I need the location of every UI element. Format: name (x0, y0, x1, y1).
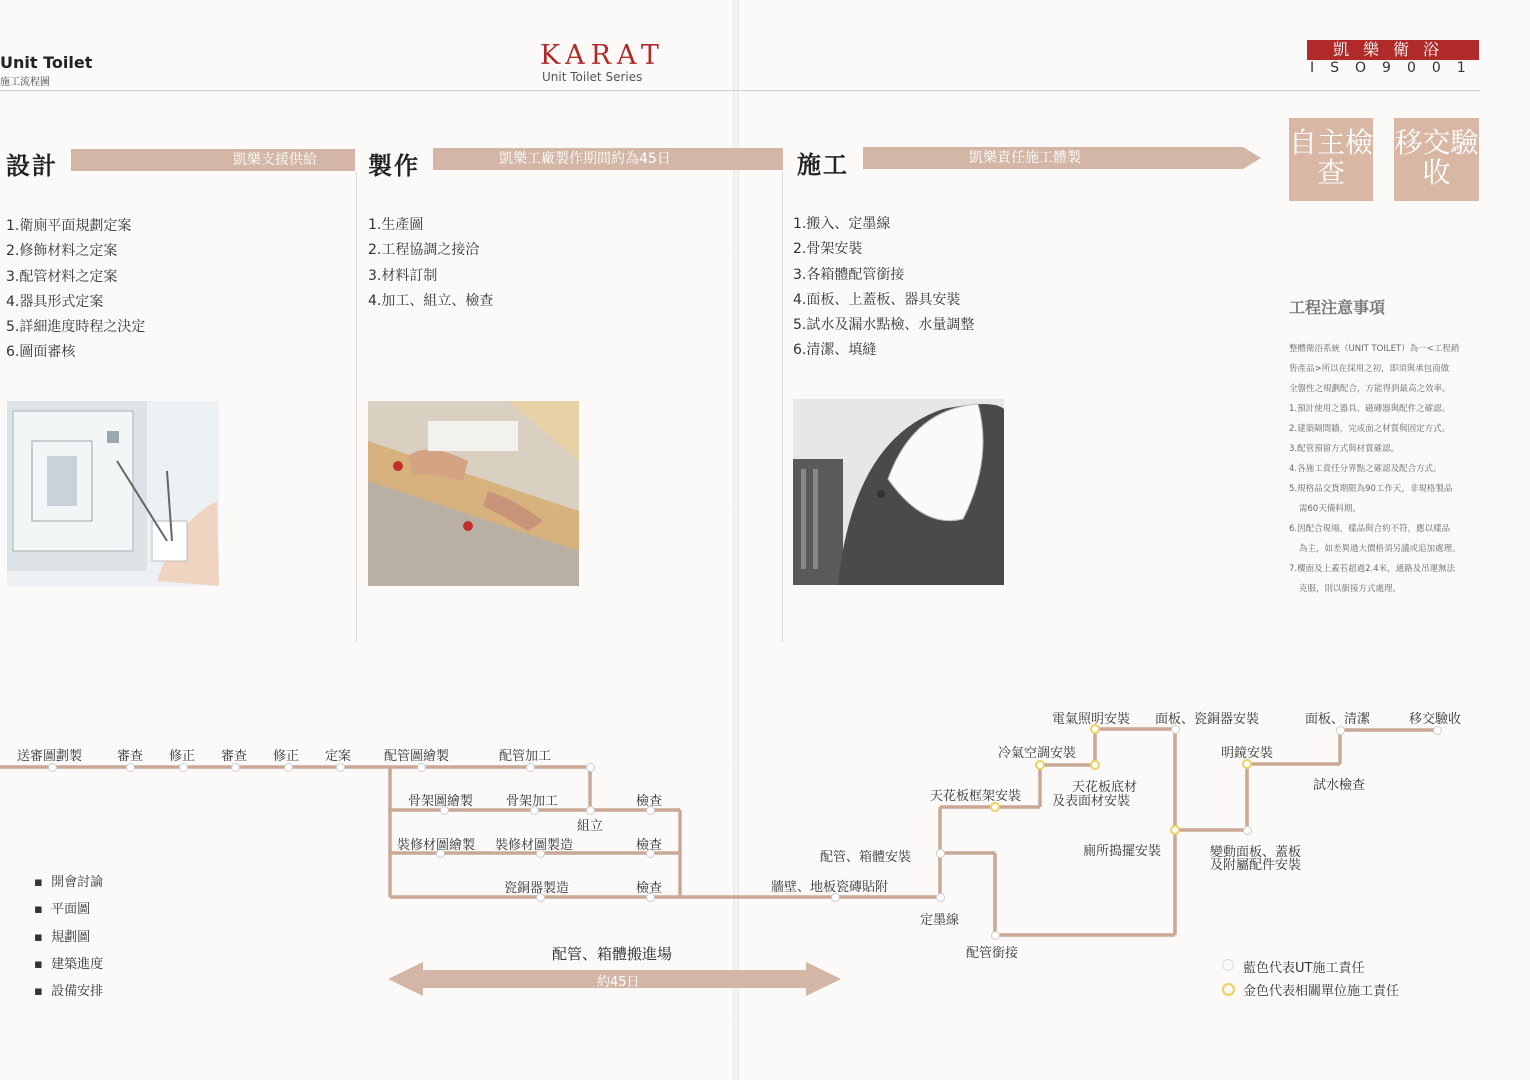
flow-node (586, 763, 595, 772)
list-item: 2.工程協調之接洽 (368, 242, 480, 259)
list-item: 4.加工、組立、檢查 (368, 292, 494, 309)
note-line: 克服，則以銜接方式處理。 (1299, 584, 1402, 594)
flow-label: 配管加工 (499, 749, 552, 764)
flow-label: 檢查 (636, 838, 663, 853)
note-line: 2.建築隔間牆，完成面之材質與固定方式。 (1289, 424, 1451, 434)
iso-label: ISO9001 (1310, 60, 1482, 76)
list-item: ▪ 設備安排 (34, 984, 104, 1000)
flow-node (336, 763, 345, 772)
flow-label: 組立 (577, 819, 604, 834)
flow-node (1433, 726, 1442, 735)
note-line: 6.因配合現場，樣品與合約不符，應以樣品 (1289, 524, 1451, 534)
flow-node (936, 849, 945, 858)
brand-subtitle: Unit Toilet Series (542, 70, 643, 84)
arrow-duration: 約45日 (597, 975, 640, 990)
flow-label: 裝修材圖製造 (495, 838, 574, 853)
list-item: 1.衛廁平面規劃定案 (6, 218, 132, 234)
note-line: 售產品>所以在採用之初，即須與承包商做 (1289, 364, 1450, 374)
flow-label: 修正 (169, 749, 196, 764)
note-line: 為主，如差異過大價格須另議或追加處理。 (1299, 544, 1461, 554)
note-line: 整體衛浴系統（UNIT TOILET）為一<工程銷 (1289, 344, 1460, 354)
flow-label: 及表面材安裝 (1052, 794, 1131, 809)
flow-node-gold (1170, 825, 1180, 835)
phase-make-title: 製作 (368, 152, 420, 180)
phase-design-bar-label: 凱樂支援供給 (233, 152, 317, 168)
list-item: 4.器具形式定案 (6, 293, 104, 310)
note-line: 全盤性之規劃配合，方能得到最高之效率。 (1289, 384, 1451, 394)
flow-label: 檢查 (636, 881, 663, 896)
note-line: 4.各施工責任分界點之確認及配合方式。 (1289, 464, 1442, 474)
flow-label: 骨架圖繪製 (408, 794, 474, 809)
brand-logo: KARAT (540, 40, 665, 71)
flow-label: 變動面板、蓋板 (1210, 845, 1302, 860)
flow-node (126, 763, 135, 772)
note-line: 需60天備料期。 (1299, 504, 1361, 514)
flow-label: 瓷銅器製造 (504, 881, 570, 896)
note-line: 5.規格品交貨期限為90工作天，非規格製品 (1289, 484, 1453, 494)
flow-label: 面板、清潔 (1305, 712, 1371, 727)
flow-node (991, 931, 1000, 940)
handover-box: 移交驗收 (1394, 118, 1479, 201)
flow-label: 天花板底材 (1072, 780, 1138, 795)
list-item: ▪ 開會討論 (34, 875, 104, 890)
header-title: Unit Toilet (0, 53, 93, 72)
note-line: 1.預計使用之器具、磁磚器與配件之確認。 (1289, 404, 1451, 414)
list-item: 3.材料訂制 (368, 267, 438, 284)
flow-label: 配管、箱體安裝 (820, 850, 912, 865)
list-item: 6.清潔、填縫 (793, 342, 877, 359)
list-item: 2.修飾材料之定案 (6, 243, 118, 260)
flow-label: 定案 (325, 749, 352, 764)
flow-node (526, 763, 535, 772)
phase-build-title: 施工 (797, 151, 849, 179)
note-line: 7.樓面及上蓋若超過2.4米，通路及吊運無法 (1289, 564, 1456, 574)
flow-node (936, 893, 945, 902)
flow-label: 廁所搗擺安裝 (1083, 844, 1162, 859)
list-item: 5.試水及漏水點檢、水量調整 (793, 317, 975, 334)
flow-label: 移交驗收 (1409, 712, 1462, 727)
flow-label: 電氣照明安裝 (1052, 712, 1131, 727)
list-item: ▪ 平面圖 (34, 902, 91, 918)
list-item: 1.搬入、定墨線 (793, 216, 891, 232)
flow-label: 裝修材圖繪製 (397, 838, 476, 853)
flow-node (1243, 826, 1252, 835)
arrow-label: 配管、箱體搬進場 (552, 945, 673, 963)
seal-logo: 凱樂衛浴 (1307, 40, 1479, 60)
list-item: 6.圖面審核 (6, 344, 76, 361)
legend-blue-icon (1222, 959, 1234, 971)
flow-node (586, 806, 595, 815)
list-item: 3.配管材料之定案 (6, 268, 118, 285)
flow-label: 試水檢查 (1313, 778, 1366, 793)
self-check-box: 自主檢查 (1289, 118, 1373, 201)
flow-label: 冷氣空調安裝 (998, 746, 1077, 761)
flow-label: 牆壁、地板瓷磚貼附 (771, 880, 889, 895)
list-item: 4.面板、上蓋板、器具安裝 (793, 291, 961, 308)
list-item: 2.骨架安裝 (793, 241, 863, 258)
flow-node (179, 763, 188, 772)
flow-label: 配管銜接 (966, 946, 1019, 961)
flow-node (417, 763, 426, 772)
list-item: ▪ 規劃圖 (34, 929, 91, 945)
legend-gold-icon (1222, 983, 1235, 996)
flow-label: 修正 (273, 749, 300, 764)
flow-label: 定墨線 (920, 913, 960, 928)
flow-label: 審查 (117, 749, 144, 764)
list-item: 1.生產圖 (368, 217, 424, 233)
legend-gold-label: 金色代表相關單位施工責任 (1243, 984, 1400, 999)
list-item: ▪ 建築進度 (34, 956, 104, 972)
flow-node (48, 763, 57, 772)
flow-label: 送審圖劃製 (17, 749, 83, 764)
notes-heading: 工程注意事項 (1289, 298, 1386, 317)
legend-blue-label: 藍色代表UT施工責任 (1243, 961, 1365, 976)
flow-label: 面板、瓷銅器安裝 (1155, 712, 1260, 727)
note-line: 3.配管預留方式與材質確認。 (1289, 444, 1400, 454)
phase-design-title: 設計 (6, 152, 58, 180)
flow-label: 配管圖繪製 (384, 749, 450, 764)
list-item: 3.各箱體配管銜接 (793, 266, 905, 283)
flow-node (284, 763, 293, 772)
flow-node (231, 763, 240, 772)
flow-label: 及附屬配件安裝 (1210, 858, 1302, 873)
flow-node-gold (1090, 760, 1100, 770)
header-subtitle: 施工流程圖 (0, 77, 50, 88)
list-item: 5.詳細進度時程之決定 (6, 319, 146, 336)
flow-label: 檢查 (636, 794, 663, 809)
flow-label: 審查 (221, 749, 248, 764)
phase-make-bar-label: 凱樂工廠製作期間約為45日 (499, 151, 671, 167)
flow-label: 骨架加工 (506, 794, 559, 809)
flow-label: 明鏡安裝 (1221, 746, 1274, 761)
phase-build-bar-label: 凱樂責任施工體製 (969, 150, 1081, 166)
side-list (34, 871, 103, 1007)
flow-node (1336, 726, 1345, 735)
flow-node-gold (1035, 760, 1045, 770)
flow-label: 天花板框架安裝 (930, 789, 1022, 804)
